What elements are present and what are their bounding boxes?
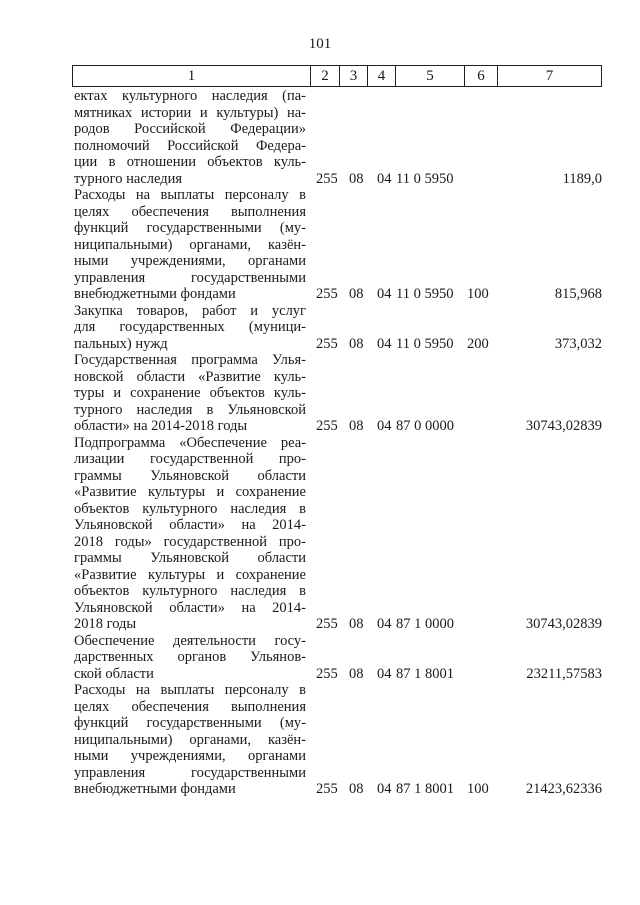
target-article-code: 87 1 0000 <box>396 616 454 632</box>
row-description <box>74 88 306 187</box>
description-line: туры и сохранение объектов куль- <box>74 385 306 401</box>
table-body <box>74 88 602 798</box>
row-description <box>74 633 306 683</box>
description-line: функций государственными (му- <box>74 715 306 731</box>
description-line: родов Российской Федерации» <box>74 121 306 137</box>
description-line: турного наследия <box>74 170 183 187</box>
description-line: ниципальными) органами, казён- <box>74 731 306 748</box>
target-article-code: 11 0 5950 <box>396 335 454 352</box>
header-col-4: 4 <box>368 66 396 86</box>
header-col-3: 3 <box>340 66 368 86</box>
description-line: для государственных (муници- <box>74 319 306 335</box>
description-line: Расходы на выплаты персоналу в <box>74 187 306 203</box>
description-line: Обеспечение деятельности госу- <box>74 632 306 649</box>
description-line: 2018 годы» государственной про- <box>74 533 306 550</box>
admin-code: 255 <box>316 665 338 682</box>
amount: 30743,02839 <box>525 616 602 632</box>
table-row <box>74 187 602 303</box>
description-line: ниципальными) органами, казён- <box>74 236 306 253</box>
description-line: лизации государственной про- <box>74 451 306 467</box>
description-line: новской области «Развитие куль- <box>74 368 306 385</box>
description-line: целях обеспечения выполнения <box>74 698 306 715</box>
table-row <box>74 352 602 435</box>
admin-code: 255 <box>316 335 338 352</box>
table-row <box>74 303 602 353</box>
subsection-code: 04 <box>377 616 392 632</box>
table-row <box>74 435 602 633</box>
description-line: 2018 годы <box>74 616 137 632</box>
target-article-code: 11 0 5950 <box>396 170 454 187</box>
header-col-5: 5 <box>396 66 465 86</box>
table-row <box>74 88 602 187</box>
description-line: области» на 2014-2018 годы <box>74 418 248 434</box>
description-line: Ульяновской области» на 2014- <box>74 517 306 533</box>
subsection-code: 04 <box>377 286 392 302</box>
description-line: объектов культурного наследия в <box>74 500 306 517</box>
expense-type-code: 100 <box>467 286 489 302</box>
description-line: внебюджетными фондами <box>74 286 236 302</box>
target-article-code: 87 1 8001 <box>396 665 454 682</box>
section-code: 08 <box>349 286 364 302</box>
target-article-code: 11 0 5950 <box>396 286 454 302</box>
header-col-7: 7 <box>545 68 554 84</box>
subsection-code: 04 <box>377 335 392 352</box>
expense-type-code: 200 <box>467 335 489 352</box>
section-code: 08 <box>349 170 364 187</box>
subsection-code: 04 <box>377 665 392 682</box>
page-number: 101 <box>308 36 332 52</box>
header-col-6: 6 <box>465 66 498 86</box>
target-article-code: 87 0 0000 <box>396 418 454 434</box>
section-code: 08 <box>349 781 364 797</box>
admin-code: 255 <box>316 616 338 632</box>
section-code: 08 <box>349 665 364 682</box>
expense-type-code: 100 <box>467 781 489 797</box>
row-description <box>74 435 306 633</box>
target-article-code: 87 1 8001 <box>396 781 454 797</box>
admin-code: 255 <box>316 170 338 187</box>
table-header <box>72 65 602 87</box>
description-line: Подпрограмма «Обеспечение реа- <box>74 434 306 451</box>
row-description <box>74 352 306 435</box>
description-line: «Развитие культуры и сохранение <box>74 566 306 583</box>
description-line: граммы Ульяновской области <box>74 467 306 484</box>
table-row <box>74 633 602 683</box>
description-line: Расходы на выплаты персоналу в <box>74 682 306 698</box>
description-line: ской области <box>74 665 154 682</box>
description-line: дарственных органов Ульянов- <box>74 649 306 665</box>
subsection-code: 04 <box>377 418 392 434</box>
row-description <box>74 303 306 353</box>
row-description <box>74 187 306 303</box>
description-line: Государственная программа Улья- <box>74 352 306 368</box>
description-line: ектах культурного наследия (па- <box>74 88 306 104</box>
description-line: Ульяновской области» на 2014- <box>74 599 306 616</box>
description-line: объектов культурного наследия в <box>74 583 306 599</box>
section-code: 08 <box>349 418 364 434</box>
description-line: функций государственными (му- <box>74 220 306 236</box>
description-line: граммы Ульяновской области <box>74 550 306 566</box>
description-line: целях обеспечения выполнения <box>74 203 306 220</box>
subsection-code: 04 <box>377 781 392 797</box>
description-line: мятниках истории и культуры) на- <box>74 104 306 121</box>
section-code: 08 <box>349 616 364 632</box>
admin-code: 255 <box>316 781 338 797</box>
description-line: управления государственными <box>74 764 306 781</box>
header-col-2: 2 <box>311 66 340 86</box>
admin-code: 255 <box>316 286 338 302</box>
amount: 1189,0 <box>562 170 602 187</box>
amount: 373,032 <box>554 335 602 352</box>
amount: 30743,02839 <box>525 418 602 434</box>
description-line: Закупка товаров, работ и услуг <box>74 302 306 319</box>
table-row <box>74 682 602 798</box>
amount: 21423,62336 <box>525 781 602 797</box>
description-line: ными учреждениями, органами <box>74 253 306 269</box>
amount: 23211,57583 <box>526 665 602 682</box>
description-line: внебюджетными фондами <box>74 781 236 797</box>
description-line: турного наследия в Ульяновской <box>74 401 306 418</box>
description-line: полномочий Российской Федера- <box>74 137 306 154</box>
description-line: управления государственными <box>74 269 306 286</box>
subsection-code: 04 <box>377 170 392 187</box>
admin-code: 255 <box>316 418 338 434</box>
description-line: пальных) нужд <box>74 335 168 352</box>
amount: 815,968 <box>554 286 602 302</box>
row-description <box>74 682 306 798</box>
description-line: ными учреждениями, органами <box>74 748 306 764</box>
description-line: «Развитие культуры и сохранение <box>74 484 306 500</box>
section-code: 08 <box>349 335 364 352</box>
description-line: ции в отношении объектов куль- <box>74 154 306 170</box>
header-col-1: 1 <box>73 66 311 86</box>
